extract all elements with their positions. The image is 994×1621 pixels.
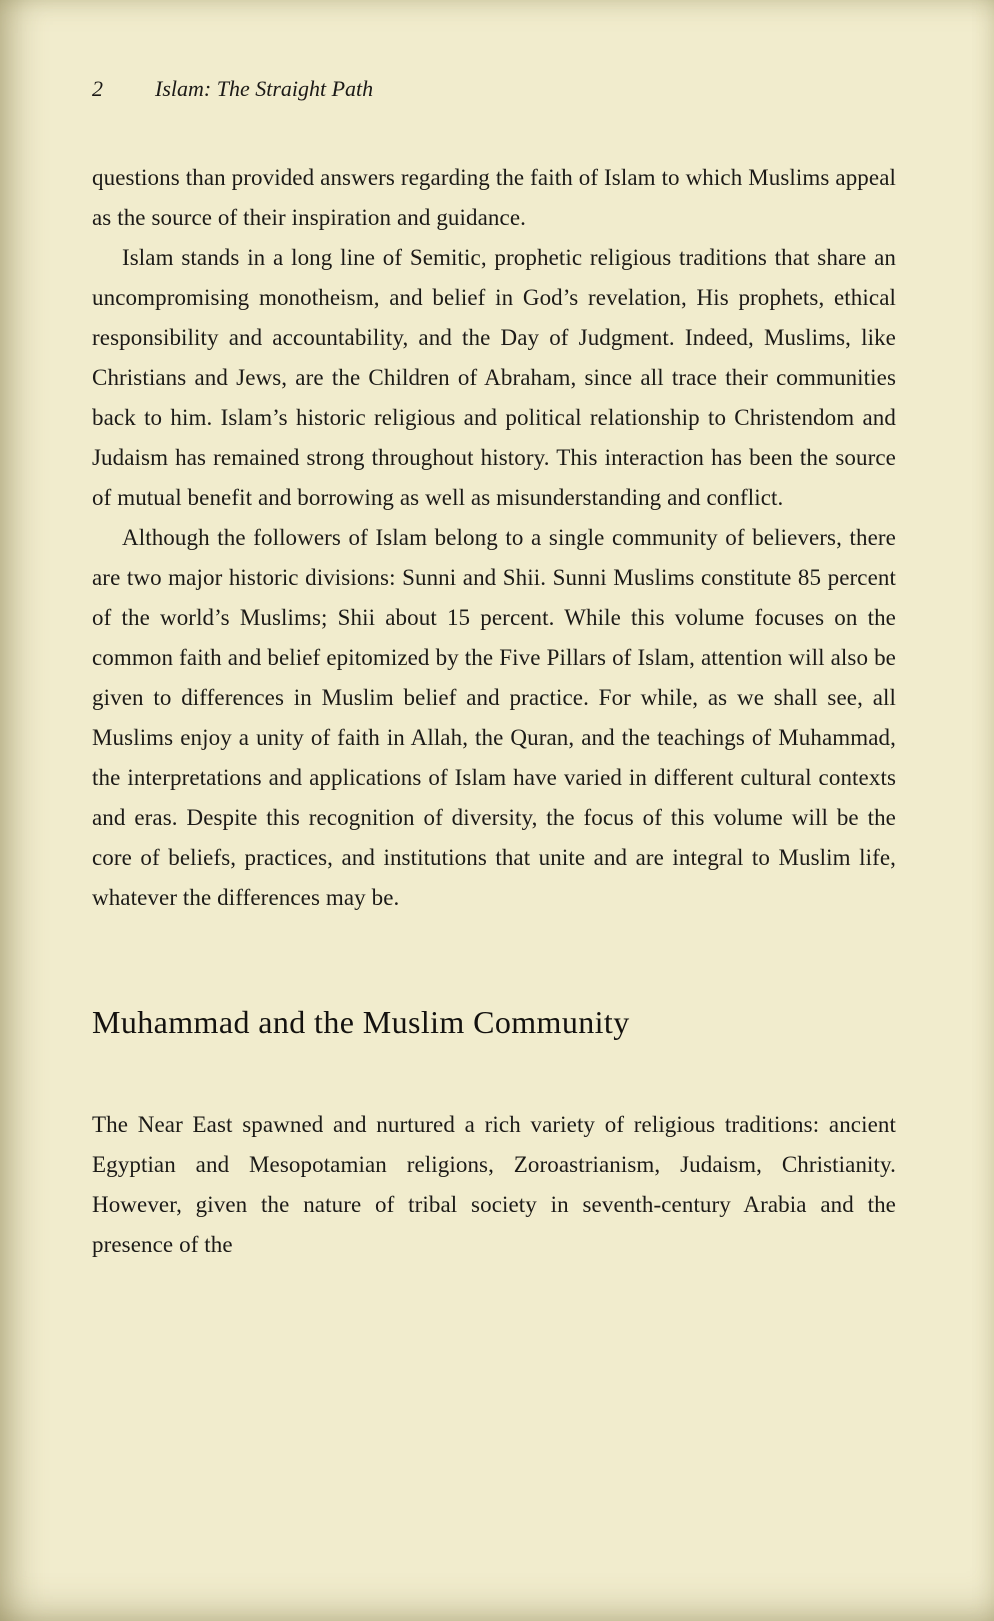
paragraph-section-start: The Near East spawned and nurtured a rich variety of religious traditions: ancient Egyptian and Mesopotamian religions, Zoroastrianism, Judaism, Christianity. However, given the nature of tribal society in seventh-century Arabia and the presence of the: [92, 1112, 896, 1257]
paragraph: Although the followers of Islam belong to a single community of believers, there are two major historic divisions: Sunni and Shii. Sunni Muslims constitute 85 percent of the world’s Muslims; Shii about 15 percent. While this volume focuses on the common faith and belief epitomized by the Five Pillars of Islam, attention will also be given to differences in Muslim belief and practice. For while, as we shall see, all Muslims enjoy a unity of faith in Allah, the Quran, and the teachings of Muhammad, the interpretations and applications of Islam have varied in different cultural contexts and eras. Despite this recognition of diversity, the focus of this volume will be the core of beliefs, practices, and institutions that unite and are integral to Muslim life, whatever the differences may be.: [92, 525, 896, 910]
running-header: [92, 76, 896, 102]
paragraph: Islam stands in a long line of Semitic, prophetic religious traditions that share an uncompromising monotheism, and belief in God’s revelation, His prophets, ethical responsibility and accountability, and the Day of Judgment. Indeed, Muslims, like Christians and Jews, are the Children of Abraham, since all trace their communities back to him. Islam’s historic religious and political relationship to Christendom and Judaism has remained strong throughout history. This interaction has been the source of mutual benefit and borrowing as well as misunderstanding and conflict.: [92, 245, 896, 510]
paragraph-continuation: questions than provided answers regarding the faith of Islam to which Muslims appeal as the source of their inspiration and guidance.: [92, 165, 896, 230]
text-block: [92, 76, 896, 1265]
section-heading: Muhammad and the Muslim Community: [92, 1004, 630, 1040]
running-head-title: Islam: The Straight Path: [155, 76, 374, 101]
page-number: 2: [92, 76, 103, 101]
